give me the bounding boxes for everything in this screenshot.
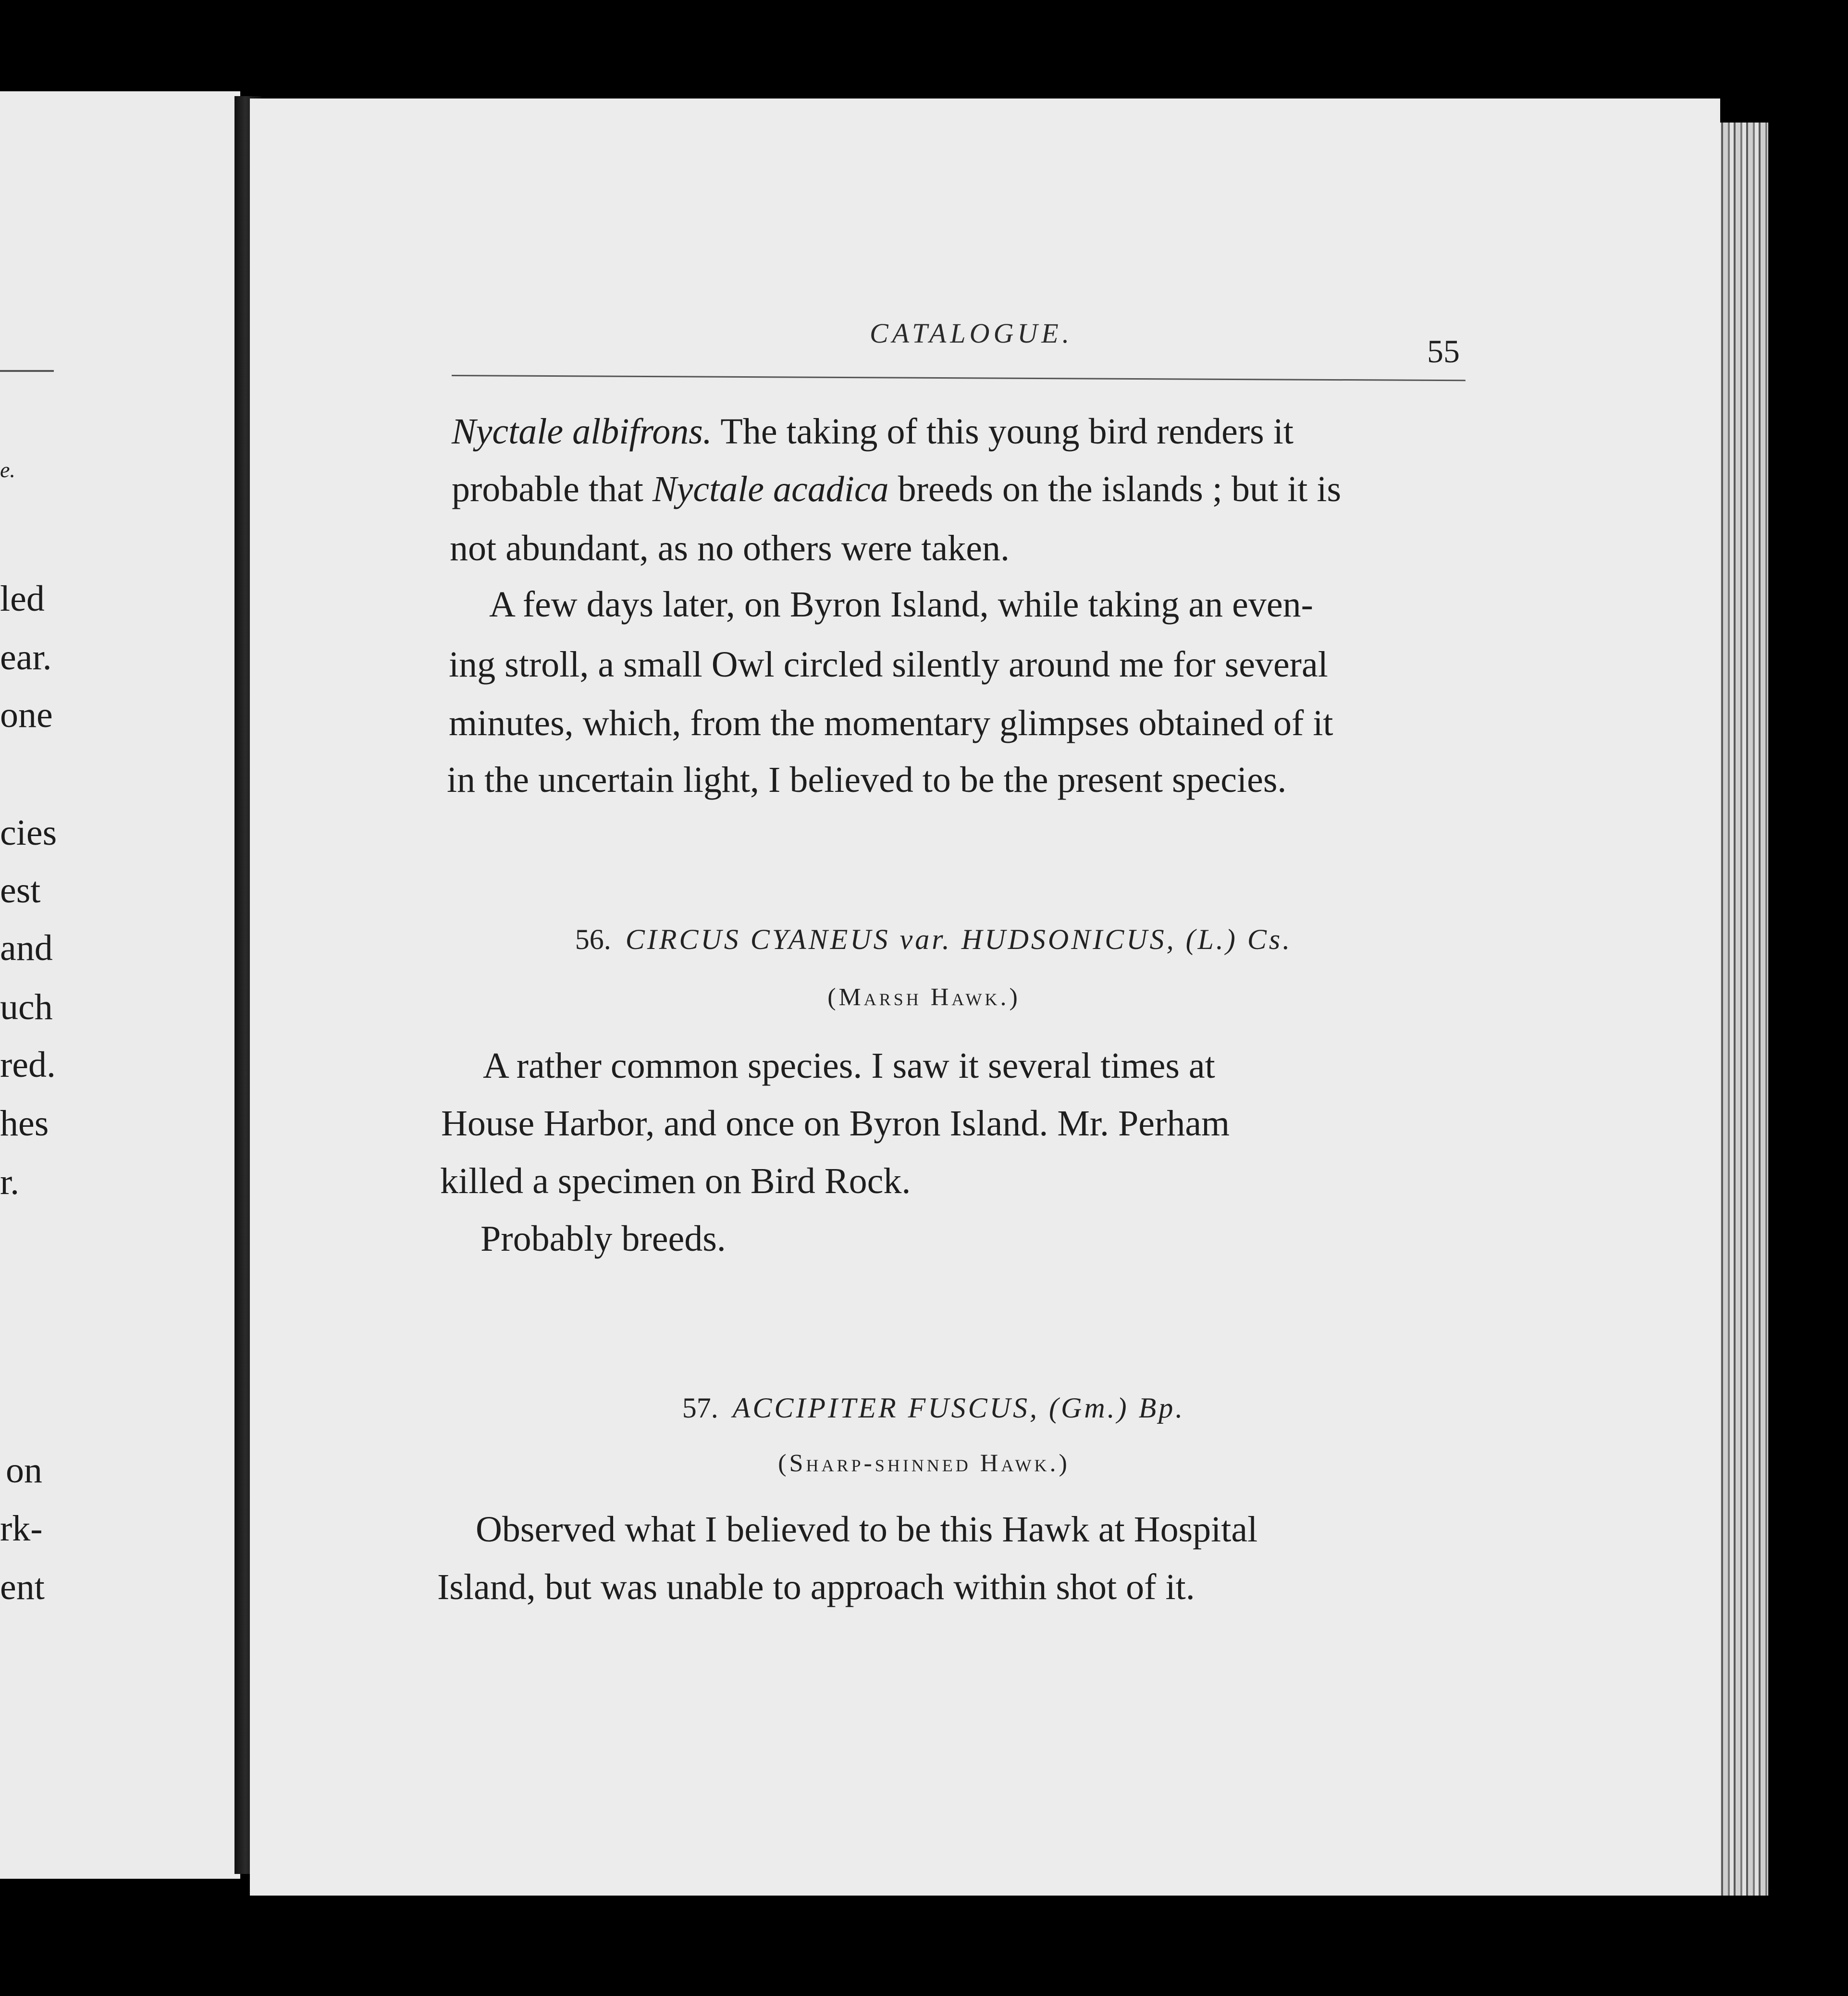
- line-text: breeds on the islands ; but it is: [888, 469, 1342, 509]
- text-line: minutes, which, from the momentary glimpses obtained of it: [449, 703, 1333, 743]
- text-line: A few days later, on Byron Island, while taking an even-: [489, 584, 1313, 625]
- species-scientific-name: CIRCUS CYANEUS var. HUDSONICUS, (L.) Cs.: [625, 924, 1293, 955]
- species-57-heading: [0, 1393, 1848, 1422]
- left-page-rule: [0, 370, 54, 372]
- left-page-fragment: ent: [0, 1567, 45, 1607]
- text-line: Observed what I believed to be this Hawk at Hospital: [476, 1509, 1258, 1550]
- species-56-common-name: (Marsh Hawk.): [827, 984, 1021, 1011]
- text-line: not abundant, as no others were taken.: [450, 528, 1010, 568]
- left-page-fragment: ear.: [0, 637, 52, 678]
- left-page-fragment: hes: [0, 1103, 49, 1144]
- species-56-heading: [0, 925, 1848, 954]
- left-page-fragment: cies: [0, 813, 57, 853]
- page-number: 55: [1427, 333, 1460, 370]
- species-scientific-name: ACCIPITER FUSCUS, (Gm.) Bp.: [732, 1392, 1185, 1424]
- text-line: House Harbor, and once on Byron Island. Mr. Perham: [441, 1103, 1230, 1144]
- left-page-fragment: one: [0, 695, 53, 735]
- left-page-fragment: est: [0, 870, 41, 911]
- text-line: [452, 471, 1341, 507]
- species-number: 56.: [575, 924, 611, 955]
- text-line: [452, 413, 1294, 450]
- species-name-italic: Nyctale acadica: [652, 469, 889, 509]
- left-page-fragment: rk-: [0, 1508, 43, 1549]
- running-head: CATALOGUE.: [870, 318, 1073, 349]
- left-page-fragment: on: [6, 1450, 42, 1491]
- species-name-italic: Nyctale albifrons.: [452, 411, 712, 452]
- text-line: Probably breeds.: [480, 1219, 726, 1259]
- text-line: Island, but was unable to approach within shot of it.: [437, 1567, 1195, 1607]
- left-page-fragment: red.: [0, 1045, 56, 1085]
- text-line: ing stroll, a small Owl circled silently around me for several: [449, 644, 1328, 685]
- species-57-common-name: (Sharp-shinned Hawk.): [778, 1450, 1070, 1477]
- left-page-fragment: and: [0, 928, 53, 968]
- left-page-fragment: r.: [0, 1162, 20, 1202]
- line-text: The taking of this young bird renders it: [712, 411, 1294, 452]
- left-page-fragment: e.: [0, 457, 15, 482]
- species-number: 57.: [682, 1392, 718, 1424]
- text-line: in the uncertain light, I believed to be the present species.: [447, 760, 1287, 800]
- text-line: killed a specimen on Bird Rock.: [440, 1161, 911, 1201]
- left-page-fragment: uch: [0, 987, 53, 1027]
- text-line: A rather common species. I saw it several times at: [483, 1046, 1215, 1086]
- left-page-fragment: led: [0, 579, 45, 619]
- line-text: probable that: [452, 469, 653, 509]
